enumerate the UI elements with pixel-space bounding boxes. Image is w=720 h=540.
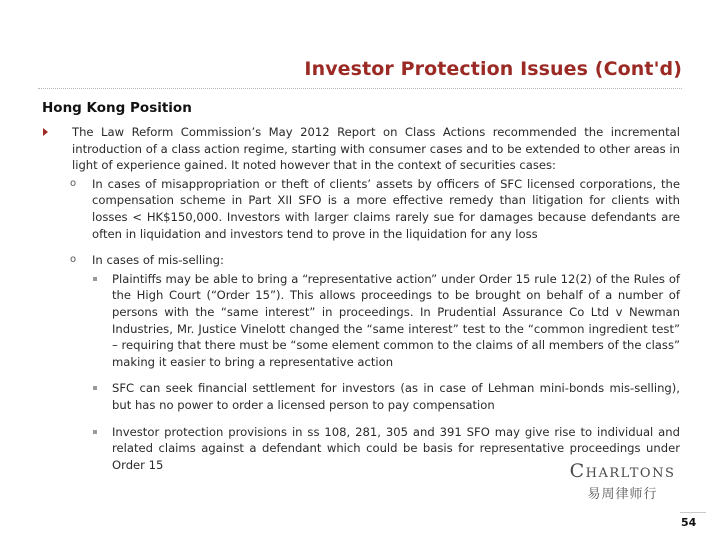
square-bullet-icon bbox=[93, 386, 97, 390]
sub-bullet-item bbox=[40, 252, 680, 269]
triangle-bullet-icon bbox=[43, 128, 48, 136]
sub-bullet-text: In cases of misappropriation or theft of clients’ assets by officers of SFC licensed corporations, the compensation scheme in Part XII SFO is a more effective remedy than litigation for clients with losses < HK$150,000. Investors with larger claims rarely sue for damages because defendants are often in liquidation and investors tend to prove in the liquidation for any loss bbox=[92, 176, 680, 241]
charltons-logo bbox=[565, 460, 680, 502]
sub-sub-bullet-text: SFC can seek financial settlement for investors (as in case of Lehman mini-bonds mis-selling), but has no power to order a licensed person to pay compensation bbox=[112, 381, 680, 412]
slide-body bbox=[40, 124, 680, 473]
page-number-rule bbox=[680, 512, 706, 513]
logo-english: Charltons bbox=[569, 460, 676, 482]
sub-sub-bullet-text: Investor protection provisions in ss 108, 281, 305 and 391 SFO may give rise to individual and related claims against a defendant which could be basis for representative proceedings under Order 15 bbox=[112, 424, 680, 472]
slide-title: Investor Protection Issues (Cont'd) bbox=[304, 58, 682, 80]
page-number: 54 bbox=[681, 516, 697, 529]
sub-sub-bullet-text: Plaintiffs may be able to bring a “representative action” under Order 15 rule 12(2) of the Rules of the High Court (“Order 15”). This allows proceedings to be brought on behalf of a number of persons with the “same interest” in proceedings. In Prudential Assurance Co Ltd v Newman Industries, Mr. Justice Vinelott changed the “same interest” test to the “common ingredient test” – requiring that there must be “some element common to the claims of all members of the class” making it easier to bring a representative action bbox=[112, 271, 680, 369]
square-bullet-icon bbox=[93, 430, 97, 434]
sub-sub-bullet-item bbox=[40, 271, 680, 371]
circle-bullet-icon: o bbox=[70, 177, 77, 189]
logo-chinese: 易周律师行 bbox=[587, 487, 658, 502]
bullet-item bbox=[40, 124, 680, 174]
title-divider bbox=[38, 88, 682, 89]
bullet-text: The Law Reform Commission’s May 2012 Report on Class Actions recommended the incremental introduction of a class action regime, starting with consumer cases and to be extended to other areas in light of experience gained. It noted however that in the context of securities cases: bbox=[72, 125, 680, 173]
circle-bullet-icon: o bbox=[70, 254, 77, 266]
sub-bullet-text: In cases of mis-selling: bbox=[92, 253, 224, 268]
sub-sub-bullet-item bbox=[40, 380, 680, 413]
sub-bullet-item bbox=[40, 176, 680, 242]
square-bullet-icon bbox=[93, 277, 97, 281]
section-heading: Hong Kong Position bbox=[42, 100, 192, 116]
